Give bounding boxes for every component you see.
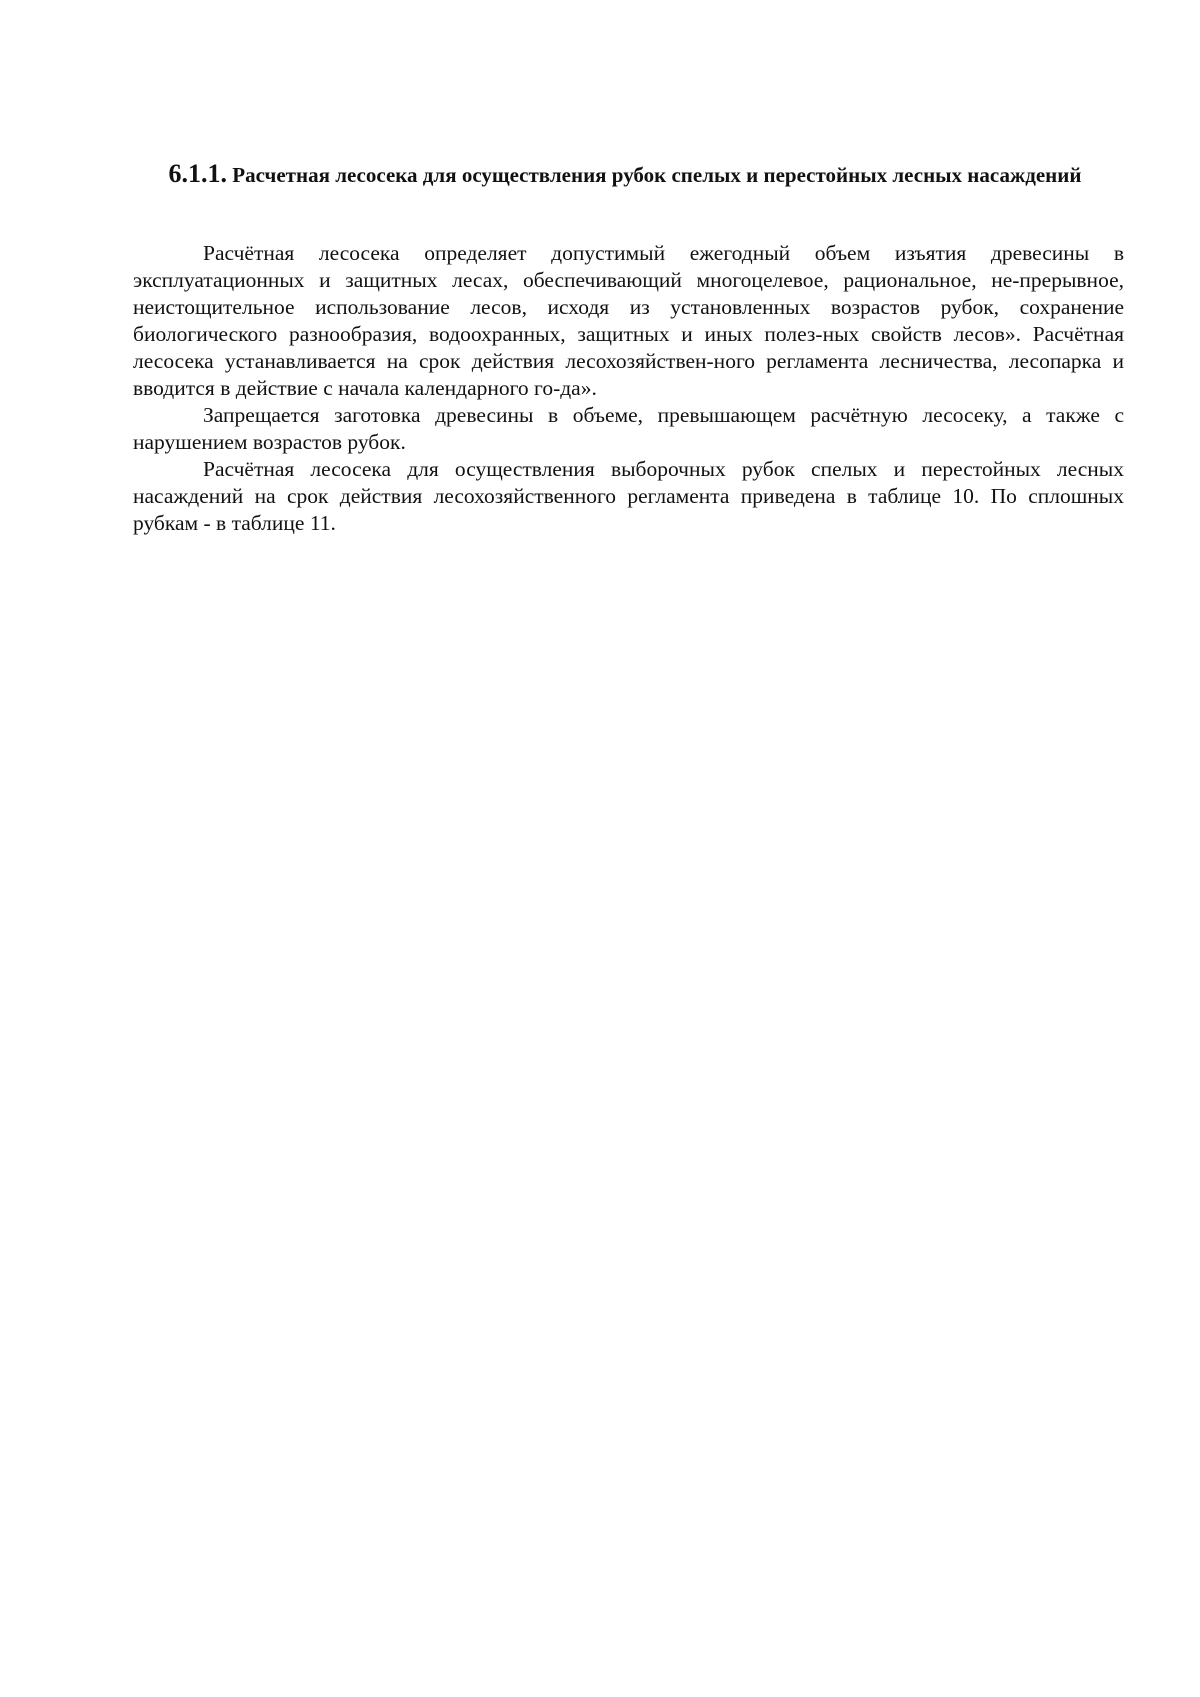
document-body bbox=[133, 240, 1124, 537]
paragraph-table-reference: Расчётная лесосека для осуществления выборочных рубок спелых и перестойных лесных насаждений на срок действия лесохозяйственного регламента приведена в таблице 10. По сплошных рубкам - в таблице 11. bbox=[133, 457, 1124, 535]
section-number: 6.1.1. bbox=[168, 159, 228, 188]
section-heading bbox=[150, 160, 1100, 189]
paragraph-allowable-cut-definition: Расчётная лесосека определяет допустимый ежегодный объем изъятия древесины в эксплуатационных и защитных лесах, обеспечивающий многоцелевое, рациональное, не-прерывное, неистощительное использование лесов, исходя из установленных возрастов рубок, сохранение биологического разнообразия, водоохранных, защитных и иных полез-ных свойств лесов». Расчётная лесосека устанавливается на срок действия лесохозяйствен-ного регламента лесничества, лесопарка и вводится в действие с начала календарного го-да». bbox=[133, 241, 1124, 400]
paragraph-harvest-prohibition: Запрещается заготовка древесины в объеме, превышающем расчётную лесосеку, а также с нарушением возрастов рубок. bbox=[133, 403, 1124, 454]
section-title: Расчетная лесосека для осуществления рубок спелых и перестойных лесных насаждений bbox=[232, 163, 1082, 187]
